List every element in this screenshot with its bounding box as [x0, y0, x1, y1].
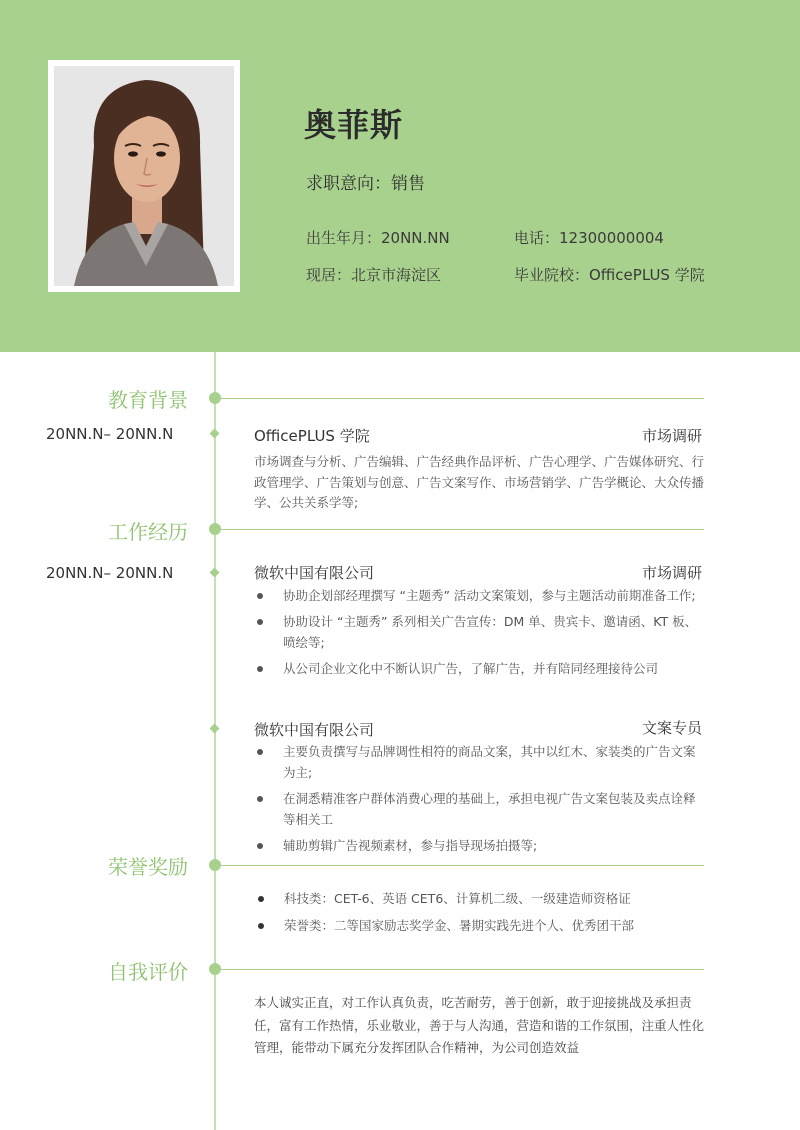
section-divider: [221, 529, 704, 530]
bullet-dot: [257, 749, 263, 755]
job-intent: 求职意向：销售: [306, 174, 425, 194]
honors-list: [254, 888, 704, 942]
profile-photo-frame: [48, 60, 240, 292]
portrait-illustration: [54, 66, 234, 286]
section-dot: [209, 859, 221, 871]
list-item: 辅助剪辑广告视频素材，参与指导现场拍摄等;: [254, 835, 704, 856]
entry-marker: [210, 568, 220, 578]
entry-marker: [210, 429, 220, 439]
entry-marker: [210, 724, 220, 734]
section-divider: [221, 398, 704, 399]
entry-date: 20NN.N– 20NN.N: [46, 564, 174, 582]
entry-description: 市场调查与分析、广告编辑、广告经典作品评析、广告心理学、广告媒体研究、行政管理学、广告策划与创意、广告文案写作、市场营销学、广告学概论、大众传播学、公共关系学等;: [254, 454, 705, 510]
bullet-dot: [258, 896, 264, 902]
section-title-self-evaluation: 自我评价: [108, 960, 188, 984]
phone-number: 电话：12300000004: [514, 229, 664, 247]
candidate-name: 奥菲斯: [304, 106, 404, 144]
bullet-dot: [257, 593, 263, 599]
entry-organization: 微软中国有限公司: [254, 721, 375, 739]
bullet-dot: [258, 923, 264, 929]
residence: 现居：北京市海淀区: [306, 266, 442, 284]
graduate-school: 毕业院校：OfficePLUS 学院: [514, 266, 705, 284]
section-title-work: 工作经历: [108, 520, 188, 544]
bullet-dot: [257, 843, 263, 849]
profile-photo: [54, 66, 234, 286]
list-item: 荣誉类：二等国家励志奖学金、暑期实践先进个人、优秀团干部: [254, 915, 704, 936]
entry-organization: OfficePLUS 学院: [254, 427, 370, 445]
entry-date: 20NN.N– 20NN.N: [46, 425, 174, 443]
bullet-dot: [257, 666, 263, 672]
list-item: 主要负责撰写与品牌调性相符的商品文案，其中以红木、家装类的广告文案为主;: [254, 741, 704, 783]
section-dot: [209, 392, 221, 404]
bullet-dot: [257, 619, 263, 625]
list-item: 从公司企业文化中不断认识广告，了解广告，并有陪同经理接待公司: [254, 658, 704, 679]
entry-organization: 微软中国有限公司: [254, 564, 375, 582]
self-evaluation-text: 本人诚实正直，对工作认真负责，吃苦耐劳，善于创新，敢于迎接挑战及承担责任，富有工作热情，乐业敬业，善于与人沟通，营造和谐的工作氛围，注重人性化管理，能带动下属充分发挥团队合作精神，为公司创造效益: [254, 995, 705, 1055]
section-divider: [221, 865, 704, 866]
birth-date: 出生年月：20NN.NN: [306, 229, 450, 247]
entry-role: 市场调研: [641, 564, 702, 582]
list-item: 协助设计 “主题秀” 系列相关广告宣传：DM 单、贵宾卡、邀请函、KT 板、喷绘等;: [254, 611, 704, 653]
entry-bullet-list: [254, 585, 704, 684]
timeline-line: [214, 352, 216, 1130]
entry-role: 市场调研: [641, 427, 702, 445]
list-item: 协助企划部经理撰写 “主题秀” 活动文案策划，参与主题活动前期准备工作;: [254, 585, 704, 606]
list-item: 在洞悉精准客户群体消费心理的基础上，承担电视广告文案包装及卖点诠释等相关工: [254, 788, 704, 830]
section-divider: [221, 969, 704, 970]
entry-role: 文案专员: [641, 719, 702, 737]
bullet-dot: [257, 796, 263, 802]
section-dot: [209, 963, 221, 975]
resume-header: [0, 0, 800, 352]
entry-bullet-list: [254, 741, 704, 861]
section-title-honors: 荣誉奖励: [108, 855, 188, 879]
list-item: 科技类：CET-6、英语 CET6、计算机二级、一级建造师资格证: [254, 888, 704, 909]
section-dot: [209, 523, 221, 535]
section-title-education: 教育背景: [108, 388, 188, 412]
